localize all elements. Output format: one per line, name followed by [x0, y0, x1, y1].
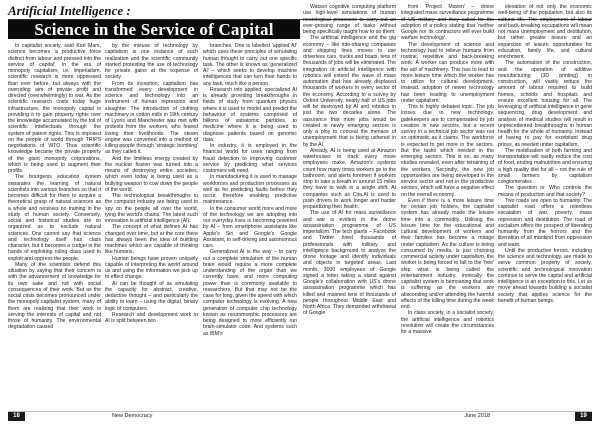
paragraph: Many of the scientists defend this situation by saying that their concern is with the advancement of knowledge for its own sake and not with social consequences of their work. But as the social crisis becomes pronounced under the monopoly capitalist system, many of them are realizing that their work is serving the interests of capital and not those of humanity. The environmental degradation caused	[8, 261, 101, 331]
footer-divider	[8, 411, 592, 412]
paragraph: Research and development work in AI is split between two	[105, 311, 198, 324]
paragraph: In class society, in a socialist society, the artificial intelligence and robotics revolution will create the circumstances for a massive	[401, 310, 494, 335]
paragraph: This is highly debated topic. The job losses due to new technology, gatekeepers are to compensated by job creation in new sectors, but a recent survey in a technical job sector was not so optimistic as it claims. The workforce is expected to get more in the sectors. But the tasks which needed in the emerging sectors. This is so, as many studies revealed, even after retraining of the workers. Secondly, the new job opportunities are being developed in the service sector and not in the productive sectors, which will have a negative effect on the overall economy.	[401, 104, 494, 198]
paragraph: elevation of not only the economic well-being of the population, but also its cultural life. The employment of labour and back-breaking occupations will mean not mass unemployment and destitution, but rather greater leisure and an expansion of leisure opportunities for education, family life, and cultural enrichment.	[498, 4, 592, 60]
paragraph: The mobilization of both farming and transportation will vastly reduce the cost of food, ending malnutrition and ensuring a high quality diet for all – not the rule of small farmers by capitalism conglomerates.	[498, 147, 592, 185]
paragraph: Already, AI is being used at Amazon warehouses to track every move employees make. Amazon's systems count how many times workers go to the bathroom, and alerts foremen if workers stop to take a breath in around 15 miles they have to walk in a single shift. AI companies such as Cita.AI is used to push drivers to work longer and harder jeopardizing their health.	[303, 147, 396, 210]
column-1	[8, 43, 101, 411]
paragraph: by the misuse of technology by capitalism is one instance of such realization and the scientific community started protesting the use of technology for private gains at the expense of society.	[105, 43, 198, 81]
paragraph: AI can be thought of as simulating the capacity for abstract, creative, deductive thought – and particularly the ability to learn – using the digital, binary logic of computers.	[105, 280, 198, 312]
paragraph: Generalized AI is the way – to carry out a complete simulation of the human brain would require a more complete understanding of the organ than we currently have, and more computing power than is commonly available to researchers. But that may not be the case for long, given the speed with which computer technology is evolving. A new generation of computer chip technology known as neuromorphic processors are being designed to more efficiently run brain-simulator code. And systems such as IBM's	[203, 249, 297, 337]
column-5	[401, 4, 494, 411]
paragraph: The use of AI for mass surveillance and war is evident in the drone assassination programme of US imperialism. The tech giants – Facebook and Twitter hired thousands of professionals with military and intelligence background to analyze the drone footage and identify individuals and objects in targeted areas. Last month, 3000 employees of Google signed a letter taking a stand against Google's collaboration with US's drone assassination programme which has killed and maimed tens of thousands of people throughout Middle East and North Africa. They demanded withdrawal of Google	[303, 210, 396, 317]
article-title: Science in the Service of Capital	[8, 20, 300, 39]
paragraph: The automation of the construction, and the operation of additive manufacturing (3D printing) in construction, will vastly reduce the amount of labour required to build homes, schools and hospitals and ensure excellent housing for all. The leveraging of artificial intelligence in gene sequencing, drug development and analysis of medical studies will result in unprecedented breakthroughs in human health for the whole of humanity. Instead of having to pay for exorbitant drug prices, as needed under capitalism.	[498, 60, 592, 148]
column-6	[498, 4, 592, 411]
paragraph: The technological breakthroughs in the computer industry are being used to spy on the people all over the world, tying the world's chains. The latest such innovation is artificial intelligence (AI).	[105, 193, 198, 224]
paragraph: Watson cognitive computing platform use high-level simulations of human neurological processes to carry out an ever-growing range of tasks without being specifically taught how to do them.	[303, 4, 396, 35]
publication-name: New Democracy	[112, 413, 153, 419]
paragraph: In the consumer world more and more of the technology we are adopting into our everyday lives is becoming powered by AI – from smartphone assistants like Apple's Siri and Google's Google Assistant, to self-driving and autonomous cars.	[203, 205, 297, 249]
paragraph: The concept of what defines AI has changed over time, but at the core there has always been the idea of building machines which are capable of thinking like humans.	[105, 224, 198, 256]
paragraph: Until the productive forces, including the science and technology, are made to serve common property of society, scientific and technological innovation continue to serve the capital and artificial intelligence is an exception to this. Let us move ahead towards building a socialist society that applies science for the benefit of human beings.	[498, 247, 592, 304]
column-2	[105, 43, 198, 411]
column-3	[203, 43, 297, 411]
page-number-right: 19	[575, 412, 592, 421]
paragraph: from 'Project Maven' – drone integrated mass surveillance programme of US military and they called for the adoption of a policy stating that 'neither Google nor its contractors will ever build warfare technology'.	[401, 4, 494, 42]
paragraph: And the limitless energy created by the nuclear fission was turned into a means of destroying entire societies, which even today is being used as a bullying weapon to cow down the people of the world.	[105, 155, 198, 193]
paragraph: Two roads are open to humanity. The capitalist road offers a relentless escalation of war, poverty, mass repression and destitution. The road of socialism offers the prospect of liberating humanity from the horrors and the liberation of all mankind from oppression and want.	[498, 197, 592, 248]
paragraph: Human beings have proven uniquely capable of interpreting the world around us and using the information we pick up to effect change.	[105, 255, 198, 281]
paragraph: In manufacturing it is used to manage workforces and production processes as well as for predicting faults before they occur, therefore enabling predictive maintenance.	[203, 174, 297, 206]
paragraph: From its inception, capitalism has transformed every development in science and technology into an instrument of human repression and slaughter. The introduction of clothing machinery in cotton mills in 19th century of Lyons and Manchester was met with protests from the workers, who feared losing their livelihoods. The steam engine was converted into a method of killing people through 'strategic bombing' as they called it.	[105, 80, 198, 156]
paragraph: The bourgeois education system separates the learning of natural scientists into various branches so that it becomes difficult for them to acquire a theoretical grasp of natural sciences as a whole and receives no training in the study of human society. Conversely, social and historical studies are so organized as to exclude natural sciences. One cannot say that science and technology itself has class character, but it becomes a cudgel in the hands of exploiting ruling class used to exploit and oppress the people.	[8, 174, 101, 262]
paragraph: Research into applied, specialized AI is already providing breakthroughs in fields of study from quantum physics where it is used to model and predict the behaviour of systems comprised of billions of subatomic particles, to medicine where it is being used to diagnose patients based on genomic data.	[203, 86, 297, 143]
column-4	[303, 4, 396, 411]
paragraph: The question is: Who controls the means of production and that society?	[498, 185, 592, 198]
issue-date: June 2018	[464, 413, 490, 419]
paragraph: Even if there is a more leisure time for certain job holders, the capitalist system has already made the leisure time into a commodity. Utilising the leisure time for the educational and cultural development of workers and their families has become a mirage under capitalism. As the culture is being consumed by media, is just churning commercial activity under capitalism, the worker is being forced to fall to the 'free' ship what is being called the entertainment industry. Ironically the capitalist system is bemoaning that work is suffering as the workers are absconding and/or attending the harmful effects of the killing time during the week end.	[401, 197, 494, 310]
paragraph: In capitalist society, said Karl Marx, science becomes 'a productive force distinct from labour and pressed into the service of capital'. In the era of monopoly capitalism, i.e. imperialism, scientific research is more oppressed than ever before, but always with the overriding aim of private profit and directed (overwhelmingly) to war. As the scientific research costs today huge infrastructure, the monopoly capital is providing it to gain property rights over the knowledge accumulated by the toil of scientific intellectuals through the system of patent rights. This is imposed on the people of world through TRIPS negotiations of WTO. Thus scientific knowledge became the private property of the giant monopoly corporations, which is being used to augment their profits.	[8, 43, 101, 174]
paragraph: The development of science and technology had to relieve humans from routine, repetitive and back-breaking work. A worker can produce more with the aid of machinery. This has to lead to more leisure time which the worker has to utilize for cultural development. Instead, adoption of newer technology has been leading to unemployment under capitalism.	[401, 41, 494, 104]
section-kicker: Artificial Intelligence :	[8, 3, 131, 18]
paragraph: The artificial intelligence and the gig economy – like ride-sharing companies and shipping lines moves to use driverless cars, trucks and boats, tens of thousands of jobs will be eliminated. The integration of artificial intelligence with robotics will extend the wave of mass automation that has already displaced thousands of workers in every sector of the economy. According to a survey by Oxford University, nearly half of US jobs will be destroyed by AI and robotics in just the two decades alone. The assurance that more jobs would be created in newly emerging sectors is only a ploy to conceal the menace of unemployment that is being ushered in by the AI.	[303, 35, 396, 148]
page-number-left: 18	[8, 412, 25, 421]
paragraph: branches. One is labelled 'applied AI' which uses these principles of simulating human thought to carry out one specific task. The other is known as 'generalized AI' – which seeks to develop machine intelligences that can turn their hands to any task, much like a person.	[203, 43, 297, 87]
paragraph: In industry, it is employed in the financial world for uses ranging from fraud detection to improving customer service by predicting what services customers will need.	[203, 143, 297, 174]
